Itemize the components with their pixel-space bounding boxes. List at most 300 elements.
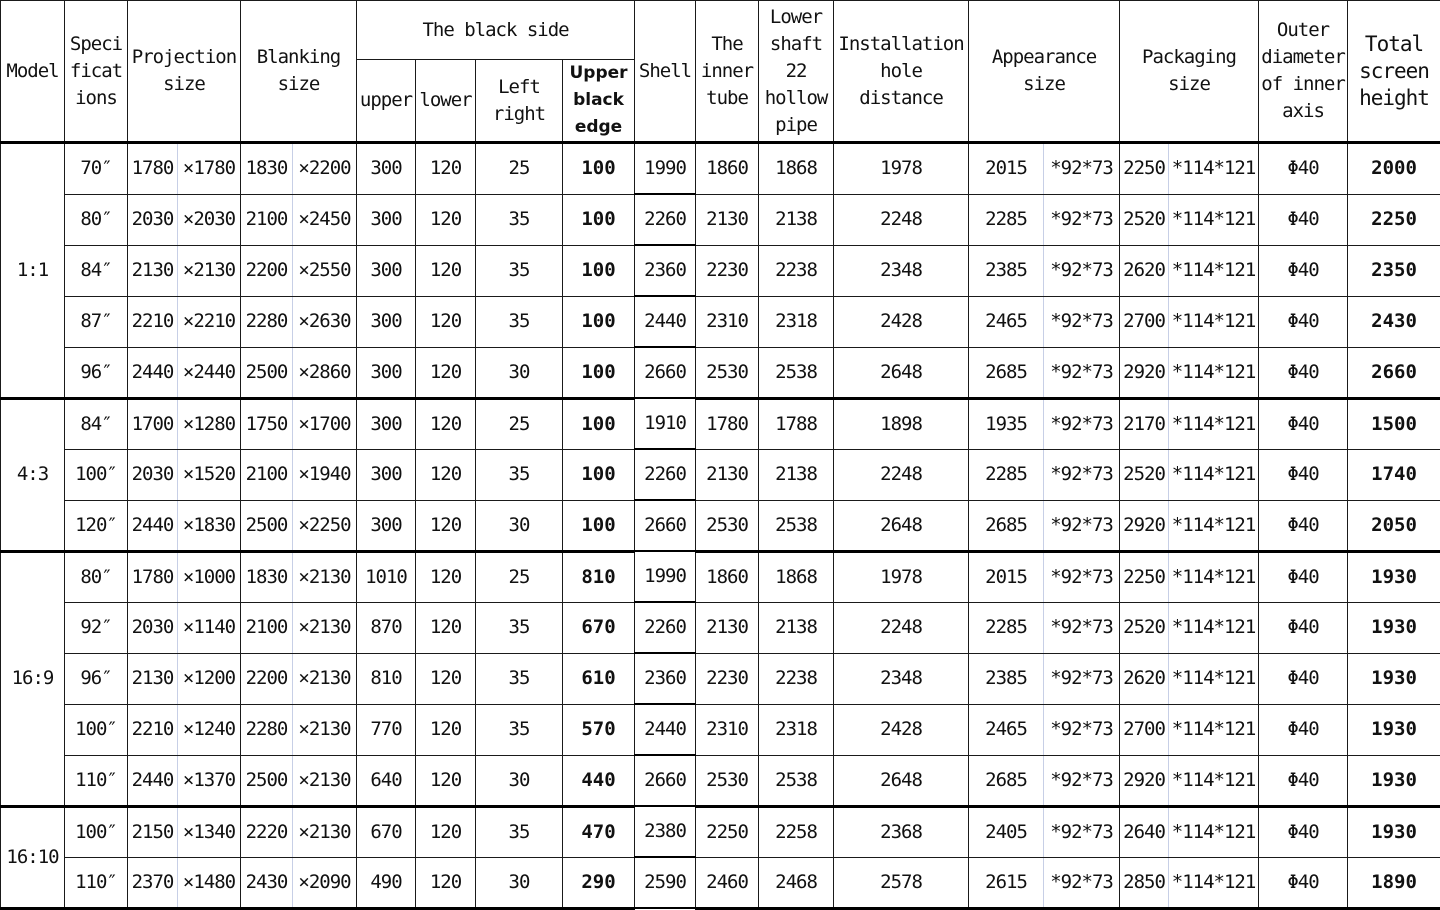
packaging-width: 2640 xyxy=(1120,806,1169,857)
outer-diameter-cell: Φ40 xyxy=(1259,245,1348,296)
blanking-height: ×2200 xyxy=(293,143,357,195)
total-height-cell: 2350 xyxy=(1348,245,1440,296)
outer-diameter-cell: Φ40 xyxy=(1259,347,1348,398)
projection-width: 2030 xyxy=(128,449,178,500)
packaging-width: 2850 xyxy=(1120,857,1169,908)
black-left-right: 35 xyxy=(476,653,563,704)
table-row xyxy=(1,398,1440,449)
projection-width: 2130 xyxy=(128,245,178,296)
packaging-depth: *114*121 xyxy=(1169,653,1259,704)
appearance-depth: *92*73 xyxy=(1044,449,1120,500)
black-left-right: 30 xyxy=(476,857,563,908)
packaging-width: 2250 xyxy=(1120,551,1169,602)
shell-cell: 1990 xyxy=(635,143,696,195)
lower-shaft-cell: 2318 xyxy=(759,704,834,755)
spec-cell: 80″ xyxy=(65,194,128,245)
blanking-height: ×2130 xyxy=(293,602,357,653)
packaging-width: 2920 xyxy=(1120,347,1169,398)
appearance-depth: *92*73 xyxy=(1044,398,1120,449)
projection-height: ×2130 xyxy=(178,245,241,296)
spec-cell: 80″ xyxy=(65,551,128,602)
black-lower: 120 xyxy=(416,449,476,500)
table-row xyxy=(1,602,1440,653)
black-upper: 670 xyxy=(357,806,416,857)
total-height-cell: 1890 xyxy=(1348,857,1440,908)
spec-cell: 87″ xyxy=(65,296,128,347)
blanking-width: 2100 xyxy=(241,194,293,245)
black-lower: 120 xyxy=(416,347,476,398)
spec-cell: 92″ xyxy=(65,602,128,653)
blanking-width: 2280 xyxy=(241,296,293,347)
appearance-width: 2465 xyxy=(969,296,1044,347)
inner-tube-cell: 2130 xyxy=(696,194,759,245)
blanking-width: 2500 xyxy=(241,347,293,398)
blanking-height: ×2130 xyxy=(293,704,357,755)
black-lower: 120 xyxy=(416,755,476,806)
shell-cell: 2440 xyxy=(635,296,696,347)
appearance-depth: *92*73 xyxy=(1044,755,1120,806)
packaging-depth: *114*121 xyxy=(1169,704,1259,755)
outer-diameter-cell: Φ40 xyxy=(1259,398,1348,449)
model-cell: 4:3 xyxy=(1,398,65,551)
spec-cell: 96″ xyxy=(65,653,128,704)
black-lower: 120 xyxy=(416,653,476,704)
appearance-depth: *92*73 xyxy=(1044,857,1120,908)
table-row xyxy=(1,500,1440,551)
projection-width: 2130 xyxy=(128,653,178,704)
black-lower: 120 xyxy=(416,857,476,908)
black-left-right: 35 xyxy=(476,806,563,857)
table-row xyxy=(1,347,1440,398)
appearance-depth: *92*73 xyxy=(1044,245,1120,296)
blanking-height: ×2130 xyxy=(293,653,357,704)
projection-height: ×1480 xyxy=(178,857,241,908)
outer-diameter-cell: Φ40 xyxy=(1259,551,1348,602)
table-row xyxy=(1,194,1440,245)
shell-cell: 2360 xyxy=(635,653,696,704)
model-cell: 16:9 xyxy=(1,551,65,806)
header-shell: Shell xyxy=(635,1,696,143)
outer-diameter-cell: Φ40 xyxy=(1259,704,1348,755)
outer-diameter-cell: Φ40 xyxy=(1259,602,1348,653)
blanking-height: ×2130 xyxy=(293,755,357,806)
lower-shaft-cell: 2138 xyxy=(759,449,834,500)
appearance-width: 2615 xyxy=(969,857,1044,908)
appearance-depth: *92*73 xyxy=(1044,347,1120,398)
lower-shaft-cell: 2538 xyxy=(759,755,834,806)
shell-cell: 1990 xyxy=(635,551,696,602)
spec-cell: 96″ xyxy=(65,347,128,398)
black-lower: 120 xyxy=(416,398,476,449)
black-upper: 640 xyxy=(357,755,416,806)
total-height-cell: 2250 xyxy=(1348,194,1440,245)
projection-height: ×1240 xyxy=(178,704,241,755)
blanking-height: ×2860 xyxy=(293,347,357,398)
lower-shaft-cell: 1868 xyxy=(759,143,834,195)
black-left-right: 35 xyxy=(476,194,563,245)
black-left-right: 35 xyxy=(476,449,563,500)
appearance-width: 2685 xyxy=(969,755,1044,806)
black-left-right: 30 xyxy=(476,347,563,398)
total-height-cell: 2050 xyxy=(1348,500,1440,551)
blanking-width: 2100 xyxy=(241,449,293,500)
spec-cell: 100″ xyxy=(65,806,128,857)
total-height-cell: 1930 xyxy=(1348,653,1440,704)
outer-diameter-cell: Φ40 xyxy=(1259,500,1348,551)
table-row xyxy=(1,857,1440,908)
projection-height: ×1340 xyxy=(178,806,241,857)
installation-hole-cell: 2648 xyxy=(834,755,969,806)
appearance-width: 2285 xyxy=(969,602,1044,653)
upper-black-edge: 100 xyxy=(563,398,635,449)
inner-tube-cell: 1860 xyxy=(696,143,759,195)
inner-tube-cell: 2230 xyxy=(696,653,759,704)
appearance-depth: *92*73 xyxy=(1044,704,1120,755)
blanking-width: 2200 xyxy=(241,245,293,296)
installation-hole-cell: 2648 xyxy=(834,500,969,551)
blanking-height: ×2450 xyxy=(293,194,357,245)
black-left-right: 35 xyxy=(476,245,563,296)
blanking-width: 2500 xyxy=(241,500,293,551)
shell-cell: 2660 xyxy=(635,755,696,806)
projection-height: ×1780 xyxy=(178,143,241,195)
header-black-side: The black side xyxy=(357,1,635,60)
header-upper-black-edge: Upper black edge xyxy=(563,60,635,143)
packaging-depth: *114*121 xyxy=(1169,755,1259,806)
projection-width: 2370 xyxy=(128,857,178,908)
packaging-width: 2520 xyxy=(1120,449,1169,500)
lower-shaft-cell: 2538 xyxy=(759,500,834,551)
header-projection-size: Projection size xyxy=(128,1,241,143)
packaging-depth: *114*121 xyxy=(1169,500,1259,551)
packaging-width: 2620 xyxy=(1120,245,1169,296)
projection-height: ×1140 xyxy=(178,602,241,653)
appearance-width: 2015 xyxy=(969,143,1044,195)
packaging-depth: *114*121 xyxy=(1169,194,1259,245)
spec-cell: 100″ xyxy=(65,449,128,500)
projection-width: 2210 xyxy=(128,704,178,755)
black-upper: 300 xyxy=(357,449,416,500)
header-installation-hole: Installation hole distance xyxy=(834,1,969,143)
packaging-width: 2700 xyxy=(1120,704,1169,755)
inner-tube-cell: 2130 xyxy=(696,449,759,500)
upper-black-edge: 100 xyxy=(563,296,635,347)
black-upper: 300 xyxy=(357,296,416,347)
projection-height: ×1280 xyxy=(178,398,241,449)
outer-diameter-cell: Φ40 xyxy=(1259,194,1348,245)
projection-height: ×2210 xyxy=(178,296,241,347)
packaging-depth: *114*121 xyxy=(1169,245,1259,296)
lower-shaft-cell: 2318 xyxy=(759,296,834,347)
lower-shaft-cell: 2138 xyxy=(759,602,834,653)
upper-black-edge: 610 xyxy=(563,653,635,704)
projection-height: ×1520 xyxy=(178,449,241,500)
table-row xyxy=(1,449,1440,500)
header-left-right: Left right xyxy=(476,60,563,143)
packaging-width: 2520 xyxy=(1120,194,1169,245)
appearance-width: 2685 xyxy=(969,500,1044,551)
projection-width: 2440 xyxy=(128,755,178,806)
header-model: Model xyxy=(1,1,65,143)
appearance-width: 2685 xyxy=(969,347,1044,398)
upper-black-edge: 100 xyxy=(563,245,635,296)
header-outer-diameter: Outer diameter of inner axis xyxy=(1259,1,1348,143)
header-lower-shaft: Lower shaft 22 hollow pipe xyxy=(759,1,834,143)
header-blanking-size: Blanking size xyxy=(241,1,357,143)
appearance-width: 2015 xyxy=(969,551,1044,602)
header-inner-tube: The inner tube xyxy=(696,1,759,143)
total-height-cell: 1740 xyxy=(1348,449,1440,500)
blanking-width: 1830 xyxy=(241,551,293,602)
inner-tube-cell: 2130 xyxy=(696,602,759,653)
inner-tube-cell: 1780 xyxy=(696,398,759,449)
spec-cell: 120″ xyxy=(65,500,128,551)
total-height-cell: 1930 xyxy=(1348,806,1440,857)
blanking-width: 1750 xyxy=(241,398,293,449)
inner-tube-cell: 2250 xyxy=(696,806,759,857)
table-row xyxy=(1,806,1440,857)
shell-cell: 2260 xyxy=(635,194,696,245)
black-upper: 300 xyxy=(357,500,416,551)
black-left-right: 35 xyxy=(476,296,563,347)
packaging-width: 2620 xyxy=(1120,653,1169,704)
appearance-width: 2385 xyxy=(969,653,1044,704)
spec-cell: 84″ xyxy=(65,398,128,449)
projection-width: 2210 xyxy=(128,296,178,347)
outer-diameter-cell: Φ40 xyxy=(1259,143,1348,195)
installation-hole-cell: 2648 xyxy=(834,347,969,398)
black-lower: 120 xyxy=(416,806,476,857)
shell-cell: 2260 xyxy=(635,602,696,653)
blanking-height: ×2550 xyxy=(293,245,357,296)
blanking-width: 2280 xyxy=(241,704,293,755)
outer-diameter-cell: Φ40 xyxy=(1259,449,1348,500)
installation-hole-cell: 2578 xyxy=(834,857,969,908)
black-left-right: 25 xyxy=(476,398,563,449)
model-cell: 16:10 xyxy=(1,806,65,908)
spec-cell: 110″ xyxy=(65,857,128,908)
packaging-width: 2170 xyxy=(1120,398,1169,449)
packaging-width: 2700 xyxy=(1120,296,1169,347)
packaging-width: 2250 xyxy=(1120,143,1169,195)
inner-tube-cell: 2310 xyxy=(696,296,759,347)
shell-cell: 1910 xyxy=(635,398,696,449)
blanking-height: ×1940 xyxy=(293,449,357,500)
spec-cell: 110″ xyxy=(65,755,128,806)
black-lower: 120 xyxy=(416,296,476,347)
blanking-height: ×2090 xyxy=(293,857,357,908)
header-packaging-size: Packaging size xyxy=(1120,1,1259,143)
appearance-depth: *92*73 xyxy=(1044,653,1120,704)
packaging-width: 2520 xyxy=(1120,602,1169,653)
total-height-cell: 2430 xyxy=(1348,296,1440,347)
inner-tube-cell: 2310 xyxy=(696,704,759,755)
total-height-cell: 2000 xyxy=(1348,143,1440,195)
appearance-width: 2465 xyxy=(969,704,1044,755)
projection-height: ×2440 xyxy=(178,347,241,398)
inner-tube-cell: 2230 xyxy=(696,245,759,296)
outer-diameter-cell: Φ40 xyxy=(1259,296,1348,347)
lower-shaft-cell: 2258 xyxy=(759,806,834,857)
blanking-height: ×2130 xyxy=(293,806,357,857)
upper-black-edge: 440 xyxy=(563,755,635,806)
blanking-width: 2220 xyxy=(241,806,293,857)
packaging-depth: *114*121 xyxy=(1169,347,1259,398)
lower-shaft-cell: 2238 xyxy=(759,245,834,296)
packaging-depth: *114*121 xyxy=(1169,857,1259,908)
shell-cell: 2660 xyxy=(635,347,696,398)
shell-cell: 2440 xyxy=(635,704,696,755)
black-upper: 300 xyxy=(357,347,416,398)
table-row xyxy=(1,704,1440,755)
appearance-depth: *92*73 xyxy=(1044,296,1120,347)
black-lower: 120 xyxy=(416,500,476,551)
black-upper: 300 xyxy=(357,143,416,195)
lower-shaft-cell: 2138 xyxy=(759,194,834,245)
table-row xyxy=(1,296,1440,347)
packaging-depth: *114*121 xyxy=(1169,806,1259,857)
spec-cell: 84″ xyxy=(65,245,128,296)
spec-cell: 70″ xyxy=(65,143,128,195)
total-height-cell: 1930 xyxy=(1348,551,1440,602)
upper-black-edge: 100 xyxy=(563,347,635,398)
blanking-height: ×2630 xyxy=(293,296,357,347)
black-lower: 120 xyxy=(416,194,476,245)
projection-height: ×1370 xyxy=(178,755,241,806)
appearance-depth: *92*73 xyxy=(1044,602,1120,653)
upper-black-edge: 100 xyxy=(563,449,635,500)
outer-diameter-cell: Φ40 xyxy=(1259,653,1348,704)
header-upper: upper xyxy=(357,60,416,143)
black-upper: 1010 xyxy=(357,551,416,602)
blanking-height: ×1700 xyxy=(293,398,357,449)
lower-shaft-cell: 2468 xyxy=(759,857,834,908)
outer-diameter-cell: Φ40 xyxy=(1259,755,1348,806)
black-left-right: 30 xyxy=(476,755,563,806)
projection-width: 1700 xyxy=(128,398,178,449)
installation-hole-cell: 2428 xyxy=(834,296,969,347)
blanking-height: ×2130 xyxy=(293,551,357,602)
projection-width: 2440 xyxy=(128,500,178,551)
appearance-width: 2405 xyxy=(969,806,1044,857)
lower-shaft-cell: 2538 xyxy=(759,347,834,398)
lower-shaft-cell: 2238 xyxy=(759,653,834,704)
packaging-depth: *114*121 xyxy=(1169,398,1259,449)
installation-hole-cell: 1978 xyxy=(834,143,969,195)
projection-height: ×1000 xyxy=(178,551,241,602)
lower-shaft-cell: 1868 xyxy=(759,551,834,602)
black-upper: 300 xyxy=(357,245,416,296)
inner-tube-cell: 1860 xyxy=(696,551,759,602)
upper-black-edge: 100 xyxy=(563,500,635,551)
black-left-right: 35 xyxy=(476,704,563,755)
black-upper: 810 xyxy=(357,653,416,704)
projection-width: 1780 xyxy=(128,551,178,602)
black-lower: 120 xyxy=(416,551,476,602)
header-total-height: Total screen height xyxy=(1348,1,1440,143)
projection-width: 1780 xyxy=(128,143,178,195)
black-left-right: 25 xyxy=(476,143,563,195)
total-height-cell: 1930 xyxy=(1348,704,1440,755)
upper-black-edge: 670 xyxy=(563,602,635,653)
model-cell: 1:1 xyxy=(1,143,65,399)
installation-hole-cell: 2368 xyxy=(834,806,969,857)
blanking-width: 2430 xyxy=(241,857,293,908)
installation-hole-cell: 2248 xyxy=(834,194,969,245)
projection-width: 2150 xyxy=(128,806,178,857)
shell-cell: 2380 xyxy=(635,806,696,857)
projection-height: ×2030 xyxy=(178,194,241,245)
header-specifications: Speci ficat ions xyxy=(65,1,128,143)
lower-shaft-cell: 1788 xyxy=(759,398,834,449)
inner-tube-cell: 2460 xyxy=(696,857,759,908)
black-left-right: 30 xyxy=(476,500,563,551)
blanking-width: 2500 xyxy=(241,755,293,806)
upper-black-edge: 470 xyxy=(563,806,635,857)
table-row xyxy=(1,551,1440,602)
total-height-cell: 1500 xyxy=(1348,398,1440,449)
total-height-cell: 1930 xyxy=(1348,602,1440,653)
blanking-width: 2100 xyxy=(241,602,293,653)
table-row xyxy=(1,755,1440,806)
black-lower: 120 xyxy=(416,704,476,755)
black-upper: 300 xyxy=(357,194,416,245)
projection-width: 2030 xyxy=(128,602,178,653)
packaging-width: 2920 xyxy=(1120,500,1169,551)
inner-tube-cell: 2530 xyxy=(696,347,759,398)
projection-width: 2440 xyxy=(128,347,178,398)
upper-black-edge: 100 xyxy=(563,194,635,245)
total-height-cell: 1930 xyxy=(1348,755,1440,806)
appearance-width: 2385 xyxy=(969,245,1044,296)
installation-hole-cell: 2248 xyxy=(834,602,969,653)
upper-black-edge: 100 xyxy=(563,143,635,195)
inner-tube-cell: 2530 xyxy=(696,500,759,551)
shell-cell: 2660 xyxy=(635,500,696,551)
packaging-depth: *114*121 xyxy=(1169,143,1259,195)
upper-black-edge: 570 xyxy=(563,704,635,755)
appearance-depth: *92*73 xyxy=(1044,806,1120,857)
blanking-width: 1830 xyxy=(241,143,293,195)
projection-height: ×1830 xyxy=(178,500,241,551)
appearance-depth: *92*73 xyxy=(1044,500,1120,551)
packaging-depth: *114*121 xyxy=(1169,296,1259,347)
blanking-height: ×2250 xyxy=(293,500,357,551)
spec-cell: 100″ xyxy=(65,704,128,755)
upper-black-edge: 810 xyxy=(563,551,635,602)
appearance-depth: *92*73 xyxy=(1044,194,1120,245)
upper-black-edge: 290 xyxy=(563,857,635,908)
blanking-width: 2200 xyxy=(241,653,293,704)
table-row xyxy=(1,143,1440,195)
table-row xyxy=(1,653,1440,704)
black-lower: 120 xyxy=(416,143,476,195)
installation-hole-cell: 2348 xyxy=(834,653,969,704)
black-left-right: 35 xyxy=(476,602,563,653)
installation-hole-cell: 2428 xyxy=(834,704,969,755)
black-upper: 770 xyxy=(357,704,416,755)
total-height-cell: 2660 xyxy=(1348,347,1440,398)
projection-height: ×1200 xyxy=(178,653,241,704)
black-upper: 300 xyxy=(357,398,416,449)
installation-hole-cell: 2248 xyxy=(834,449,969,500)
table-row xyxy=(1,245,1440,296)
appearance-depth: *92*73 xyxy=(1044,551,1120,602)
appearance-depth: *92*73 xyxy=(1044,143,1120,195)
packaging-depth: *114*121 xyxy=(1169,551,1259,602)
black-lower: 120 xyxy=(416,245,476,296)
shell-cell: 2590 xyxy=(635,857,696,908)
